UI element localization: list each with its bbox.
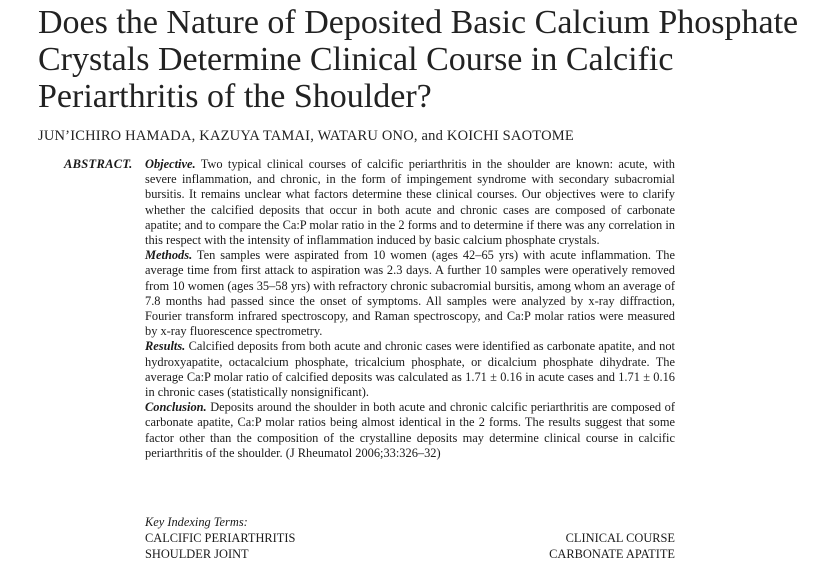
section-heading: Results.: [145, 339, 186, 354]
abstract-label: ABSTRACT.: [64, 157, 133, 171]
abstract-conclusion: [145, 400, 675, 461]
abstract-results: [145, 339, 675, 400]
section-text: Two typical clinical courses of calcific periarthritis in the shoulder are known: acute, with severe inflammation, and chronic, in the form of impingement syndrome with secondary subacromial bursitis. It remains unclear what factors determine these clinical courses. Our objectives were to clarify whether the calcified deposits that occur in both acute and chronic cases are composed of carbonate apatite; and to compare the Ca:P molar ratio in the 2 forms and to determine if there was any correlation in this respect with the intensity of inflammation induced by basic calcium phosphate crystals.: [145, 157, 675, 248]
keywords-heading: Key Indexing Terms:: [145, 515, 248, 529]
section-text: Ten samples were aspirated from 10 women (ages 42–65 yrs) with acute inflammation. The average time from first attack to aspiration was 2.3 days. A further 10 samples were operatively removed from 10 women (ages 35–58 yrs) with refractory chronic subacromial bursitis, among whom an average of 7.8 months had passed since the onset of symptoms. All samples were analyzed by x-ray diffraction, Fourier transform infrared spectroscopy, and Raman spectroscopy, and Ca:P molar ratios were measured by x-ray fluorescence spectrometry.: [145, 248, 675, 339]
section-heading: Objective.: [145, 157, 196, 171]
section-text: Calcified deposits from both acute and chronic cases were identified as carbonate apatite, and not hydroxyapatite, octacalcium phosphate, tricalcium phosphate, or dicalcium phosphate dihydrate. The average Ca:P molar ratio of calcified deposits was calculated as 1.71 ± 0.16 in acute cases and 1.71 ± 0.16 in chronic cases (statistically nonsignificant).: [145, 339, 675, 400]
keyword: CALCIFIC PERIARTHRITIS: [145, 531, 296, 545]
keyword: CLINICAL COURSE: [565, 531, 675, 545]
keyword: SHOULDER JOINT: [145, 546, 249, 561]
article-title: Does the Nature of Deposited Basic Calcium Phosphate Crystals Determine Clinical Course in Calcific Periarthritis of the Shoulder?: [38, 4, 799, 115]
section-text: Deposits around the shoulder in both acute and chronic calcific periarthritis are composed of carbonate apatite, Ca:P molar ratios being almost identical in the 2 forms. The results suggest that some factor other than the composition of the crystalline deposits may determine clinical course in calcific periarthritis of the shoulder. (J Rheumatol 2006;33:326–32): [145, 400, 675, 460]
keywords-right-column: [549, 531, 675, 562]
abstract-body: [145, 157, 675, 461]
keyword: CARBONATE APATITE: [549, 546, 675, 561]
abstract-objective: [145, 157, 675, 248]
abstract-methods: [145, 248, 675, 339]
section-heading: Conclusion.: [145, 400, 207, 415]
section-heading: Methods.: [145, 248, 193, 263]
keywords-left-column: [145, 531, 295, 562]
key-indexing-terms: [145, 515, 675, 561]
author-list: JUN’ICHIRO HAMADA, KAZUYA TAMAI, WATARU ONO, and KOICHI SAOTOME: [38, 128, 574, 144]
